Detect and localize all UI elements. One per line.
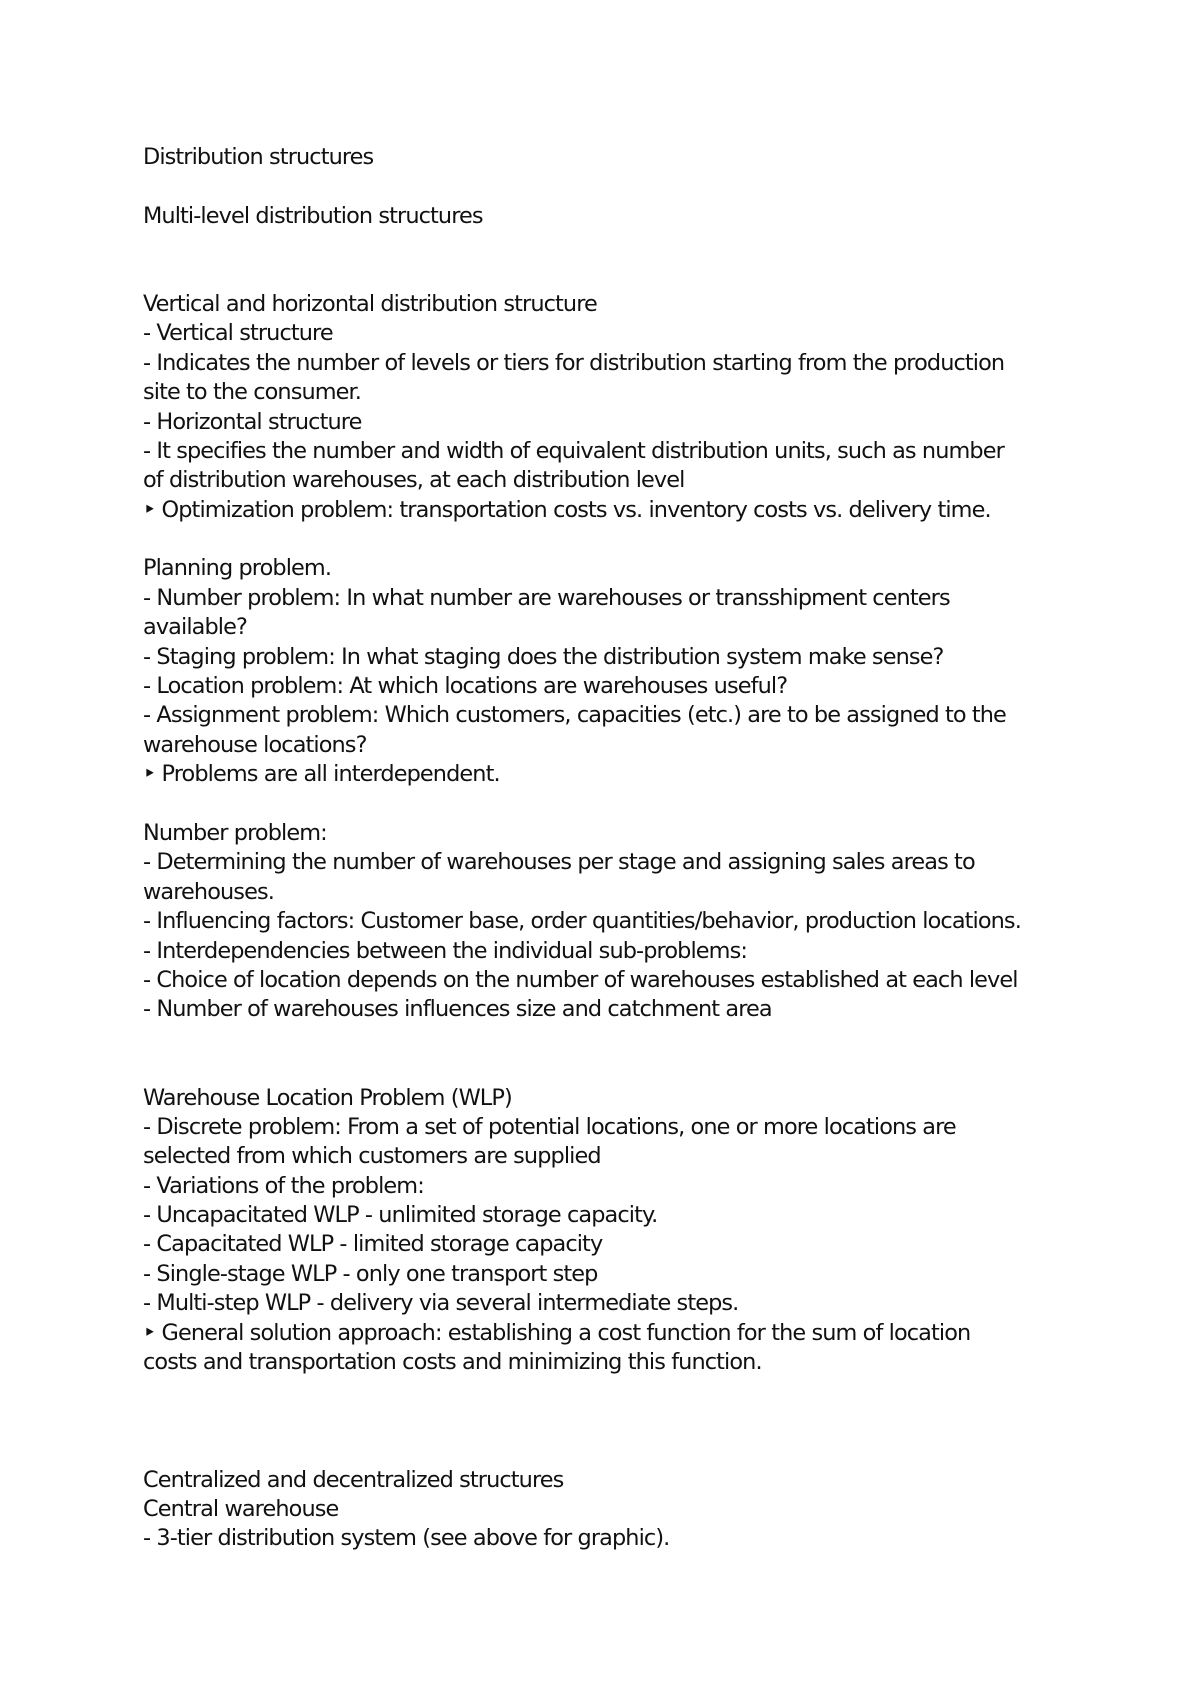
text-line: - Discrete problem: From a set of potential locations, one or more locations are xyxy=(143,1113,956,1140)
text-line: - Staging problem: In what staging does the distribution system make sense? xyxy=(143,643,944,670)
spacer xyxy=(143,1025,1083,1084)
spacer xyxy=(143,231,1083,290)
text-line: available? xyxy=(143,614,247,641)
spacer xyxy=(143,1436,1083,1465)
text-line: costs and transportation costs and minimizing this function. xyxy=(143,1349,762,1376)
text-line: - Choice of location depends on the number of warehouses established at each level xyxy=(143,966,1018,993)
spacer xyxy=(143,790,1083,819)
text-line: Central warehouse xyxy=(143,1496,339,1523)
section-heading: Centralized and decentralized structures xyxy=(143,1466,564,1493)
section-vertical-horizontal xyxy=(143,290,1083,525)
section-heading: Vertical and horizontal distribution structure xyxy=(143,290,597,317)
section-centralized-decentralized xyxy=(143,1466,1083,1554)
section-heading: Number problem: xyxy=(143,820,327,846)
text-line: - It specifies the number and width of equivalent distribution units, such as number xyxy=(143,437,1004,464)
section-heading: Planning problem. xyxy=(143,555,332,582)
section-number-problem xyxy=(143,819,1083,1025)
text-line: - Multi-step WLP - delivery via several intermediate steps. xyxy=(143,1290,739,1317)
spacer xyxy=(143,1377,1083,1436)
text-line: - Location problem: At which locations are warehouses useful? xyxy=(143,673,788,700)
spacer xyxy=(143,525,1083,554)
text-line: of distribution warehouses, at each distribution level xyxy=(143,467,685,494)
section-heading: Warehouse Location Problem (WLP) xyxy=(143,1084,512,1111)
text-line: - 3-tier distribution system (see above for graphic). xyxy=(143,1525,670,1552)
spacer xyxy=(143,172,1083,201)
text-line: - Indicates the number of levels or tiers for distribution starting from the production xyxy=(143,349,1005,376)
text-line: - Number of warehouses influences size and catchment area xyxy=(143,996,772,1023)
text-line: - Variations of the problem: xyxy=(143,1172,424,1199)
section-planning-problem xyxy=(143,554,1083,789)
text-line: - Determining the number of warehouses per stage and assigning sales areas to xyxy=(143,849,975,876)
text-line: ‣ Optimization problem: transportation costs vs. inventory costs vs. delivery time. xyxy=(143,496,991,523)
document-title: Distribution structures xyxy=(143,144,374,170)
text-line: - Interdependencies between the individual sub-problems: xyxy=(143,937,747,964)
text-line: - Influencing factors: Customer base, order quantities/behavior, production locations. xyxy=(143,908,1021,935)
document-page xyxy=(143,143,1083,1554)
document-subtitle: Multi-level distribution structures xyxy=(143,202,483,229)
text-line: ‣ General solution approach: establishing a cost function for the sum of location xyxy=(143,1319,971,1346)
text-line: warehouse locations? xyxy=(143,731,367,758)
text-line: - Number problem: In what number are warehouses or transshipment centers xyxy=(143,584,950,611)
text-line: - Horizontal structure xyxy=(143,408,362,435)
text-line: - Single-stage WLP - only one transport step xyxy=(143,1260,598,1287)
text-line: - Uncapacitated WLP - unlimited storage capacity. xyxy=(143,1202,658,1229)
text-line: - Assignment problem: Which customers, capacities (etc.) are to be assigned to the xyxy=(143,702,1006,729)
text-line: ‣ Problems are all interdependent. xyxy=(143,761,500,788)
text-line: selected from which customers are supplied xyxy=(143,1143,601,1170)
text-line: site to the consumer. xyxy=(143,379,362,406)
text-line: warehouses. xyxy=(143,878,274,905)
text-line: - Vertical structure xyxy=(143,320,333,347)
section-warehouse-location-problem xyxy=(143,1084,1083,1378)
text-line: - Capacitated WLP - limited storage capacity xyxy=(143,1231,603,1258)
